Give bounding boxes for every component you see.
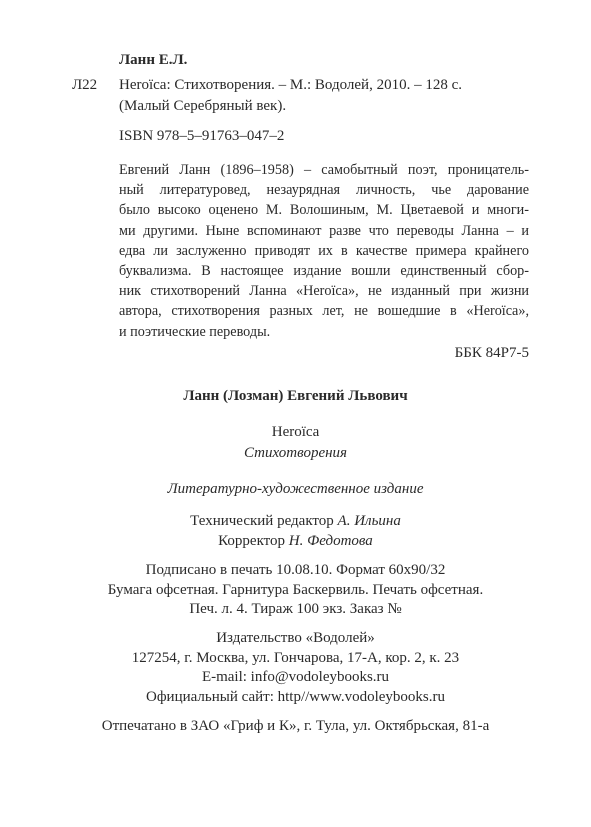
publisher-address: 127254, г. Москва, ул. Гончарова, 17-А, кор. 2, к. 23 [131, 650, 460, 666]
abstract-line: и поэтические переводы. [119, 323, 271, 340]
proofreader-label: Корректор [218, 533, 289, 549]
bbk-code: ББК 84Р7-5 [454, 345, 529, 361]
bibliographic-line-2: (Малый Серебряный век). [119, 98, 287, 114]
abstract-line: едва ли заслуженно приводят их в качестве примера крайнего [119, 242, 529, 259]
publisher-site: Официальный сайт: http//www.vodoleybooks.ru [146, 689, 445, 705]
print-info-line-3: Печ. л. 4. Тираж 100 экз. Заказ № [189, 601, 402, 617]
abstract-line: было высоко оценено М. Волошиным, М. Цветаевой и многи- [119, 202, 529, 219]
abstract-line: ный литературовед, незаурядная личность, чье дарование [119, 182, 529, 199]
publisher-name: Издательство «Водолей» [216, 630, 375, 646]
book-subtitle: Стихотворения [243, 445, 348, 461]
abstract-line: автора, стихотворения разных лет, не вошедшие в «Heroïca», [119, 303, 529, 320]
print-info-line-1: Подписано в печать 10.08.10. Формат 60x90/32 [145, 562, 446, 578]
tech-editor-label: Технический редактор [190, 513, 338, 529]
printer-info: Отпечатано в ЗАО «Гриф и К», г. Тула, ул. Октябрьская, 81-а [101, 718, 490, 734]
abstract-line: Евгений Ланн (1896–1958) – самобытный поэт, проницатель- [119, 162, 529, 178]
cutter-code: Л22 [72, 77, 98, 93]
abstract-line: буквализма. В настоящее издание вошли единственный сбор- [119, 263, 529, 280]
edition-type: Литературно-художественное издание [167, 481, 424, 497]
proofreader-line [0, 533, 591, 550]
publisher-email: E-mail: info@vodoleybooks.ru [201, 669, 390, 685]
abstract-line: ник стихотворений Ланна «Heroïca», не изданный при жизни [119, 283, 529, 300]
tech-editor-line [0, 513, 591, 530]
tech-editor-name: А. Ильина [337, 513, 401, 529]
author-heading: Ланн Е.Л. [119, 52, 188, 68]
print-info-line-2: Бумага офсетная. Гарнитура Баскервиль. Печать офсетная. [107, 582, 484, 598]
isbn: ISBN 978–5–91763–047–2 [119, 128, 285, 144]
author-full-name: Ланн (Лозман) Евгений Львович [183, 388, 408, 404]
abstract [119, 160, 529, 342]
book-title: Heroïca [271, 424, 320, 440]
proofreader-name: Н. Федотова [288, 533, 373, 549]
bibliographic-line-1: Heroïca: Стихотворения. – М.: Водолей, 2010. – 128 с. [119, 77, 462, 93]
abstract-line: ми другими. Ныне вспоминают разве что переводы Ланна – и [119, 222, 529, 239]
